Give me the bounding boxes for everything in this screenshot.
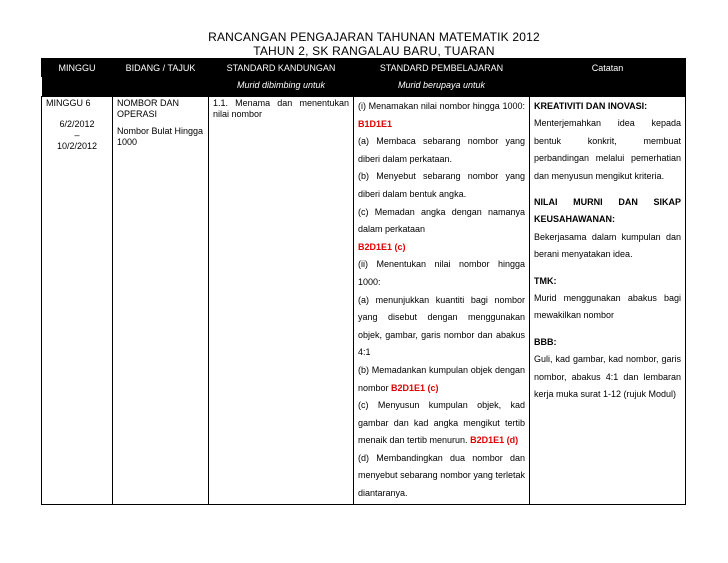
- subheader-empty-2: [113, 77, 209, 97]
- subheader-empty-3: [530, 77, 686, 97]
- code-label: B2D1E1 (c): [358, 241, 406, 252]
- week-label: MINGGU 6: [46, 98, 91, 108]
- table-subheader-row: [42, 77, 686, 97]
- pembelajaran-item: (c) Menyusun kumpulan objek, kad gambar dan kad angka mengikut tertib menaik dan tertib menurun. B2D1E1 (d): [358, 400, 525, 446]
- date-start: 6/2/2012: [59, 119, 95, 129]
- document-title: [0, 30, 728, 58]
- nilai-title: NILAI MURNI DAN SIKAP KEUSAHAWANAN:: [534, 197, 681, 225]
- pembelajaran-item: (i) Menamakan nilai nombor hingga 1000: B1D1E1: [358, 101, 525, 129]
- pembelajaran-item: (d) Membandingkan dua nombor dan menyebut sebarang nombor yang terletak diantaranya.: [358, 452, 525, 499]
- header-minggu: MINGGU: [42, 59, 113, 77]
- date-dash: –: [74, 130, 80, 140]
- cell-pembelajaran: [354, 97, 530, 505]
- table-header-row: [42, 59, 686, 77]
- code-label: B2D1E1 (d): [470, 435, 519, 446]
- bbb-text: Guli, kad gambar, kad nombor, garis nombor, abakus 4:1 dan lembaran kerja muka surat 1-12 (rujuk Modul): [534, 354, 681, 400]
- kreativiti-text: Menterjemahkan idea kepada bentuk konkrit, membuat perbandingan melalui pemerhatian dan menyusun mengikut kriteria.: [534, 118, 681, 181]
- header-catatan: Catatan: [530, 59, 686, 77]
- cell-bidang: [113, 97, 209, 505]
- cell-kandungan: [209, 97, 354, 505]
- header-bidang: BIDANG / TAJUK: [113, 59, 209, 77]
- tmk-text: Murid menggunakan abakus bagi mewakilkan nombor: [534, 293, 681, 321]
- header-kandungan: STANDARD KANDUNGAN: [209, 59, 354, 77]
- topic-label: NOMBOR DAN OPERASI: [117, 98, 180, 119]
- lesson-plan-table: [41, 58, 686, 505]
- subheader-kandungan: Murid dibimbing untuk: [209, 77, 354, 97]
- title-line-2: TAHUN 2, SK RANGALAU BARU, TUARAN: [253, 44, 495, 58]
- subheader-pembelajaran: Murid berupaya untuk: [354, 77, 530, 97]
- pembelajaran-item: (a) Membaca sebarang nombor yang diberi dalam perkataan.: [358, 136, 525, 164]
- kandungan-text: 1.1. Menama dan menentukan nilai nombor: [213, 98, 349, 119]
- pembelajaran-item: (a) menunjukkan kuantiti bagi nombor yang disebut dengan menggunakan objek, gambar, garis nombor dan abakus 4:1: [358, 294, 525, 358]
- subheader-empty-1: [42, 77, 113, 97]
- header-pembelajaran: STANDARD PEMBELAJARAN: [354, 59, 530, 77]
- bbb-title: BBB:: [534, 336, 557, 347]
- pembelajaran-item: (c) Memadan angka dengan namanya dalam perkataan: [358, 206, 525, 235]
- pembelajaran-item: (b) Memadankan kumpulan objek dengan nombor B2D1E1 (c): [358, 364, 525, 393]
- cell-minggu: [42, 97, 113, 505]
- pembelajaran-item: (ii) Menentukan nilai nombor hingga 1000:: [358, 259, 525, 287]
- tmk-title: TMK:: [534, 275, 557, 286]
- nilai-text: Bekerjasama dalam kumpulan dan berani menyatakan idea.: [534, 231, 681, 260]
- code-label: B2D1E1 (c): [391, 382, 439, 393]
- date-end: 10/2/2012: [56, 141, 98, 151]
- cell-catatan: [530, 97, 686, 505]
- table-row: [42, 97, 686, 505]
- kreativiti-title: KREATIVITI DAN INOVASI:: [534, 101, 648, 111]
- subtopic-label: Nombor Bulat Hingga 1000: [117, 126, 204, 147]
- pembelajaran-item: (b) Menyebut sebarang nombor yang diberi dalam bentuk angka.: [358, 171, 525, 199]
- title-line-1: RANCANGAN PENGAJARAN TAHUNAN MATEMATIK 2012: [208, 30, 540, 44]
- code-label: B1D1E1: [358, 118, 393, 129]
